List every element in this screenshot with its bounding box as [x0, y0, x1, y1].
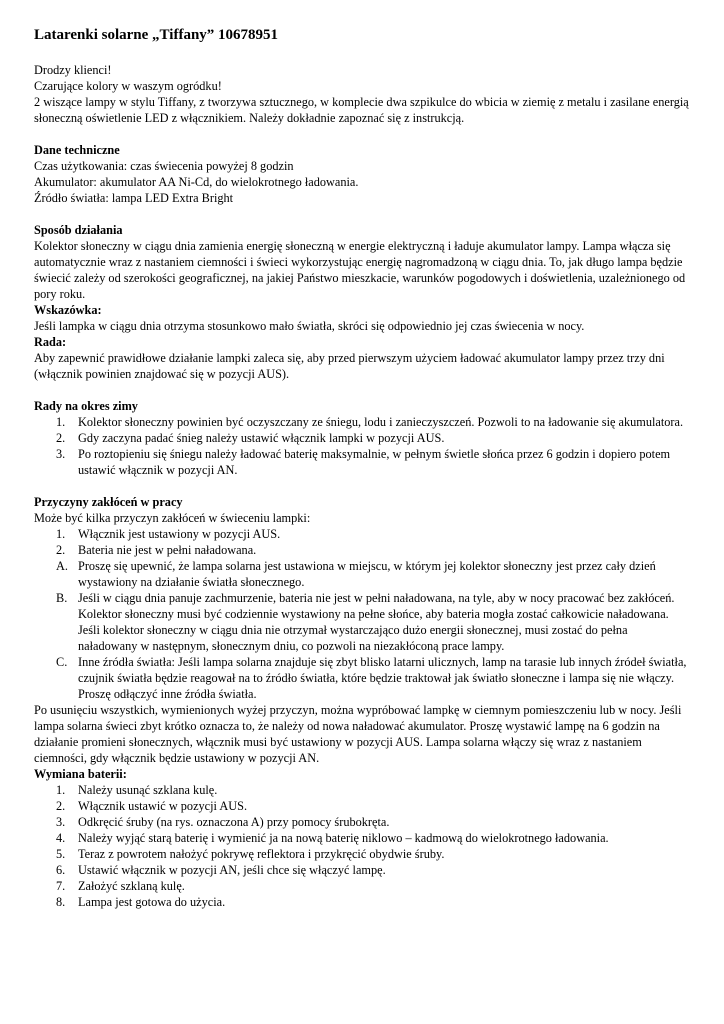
tech-usage-time: Czas użytkowania: czas świecenia powyżej 8 godzin: [34, 159, 294, 173]
operation-section: [34, 222, 690, 382]
winter-heading: Rady na okres zimy: [34, 399, 138, 413]
list-item: [34, 846, 690, 862]
list-marker: 1.: [56, 783, 66, 797]
list-item-text: Należy wyjąć starą baterię i wymienić ja na nową baterię niklowo – kadmową do wielokrotnego ładowania.: [78, 831, 609, 845]
list-item: [34, 830, 690, 846]
tech-battery: Akumulator: akumulator AA Ni-Cd, do wielokrotnego ładowania.: [34, 175, 359, 189]
faults-intro: Może być kilka przyczyn zakłóceń w świeceniu lampki:: [34, 511, 311, 525]
operation-heading: Sposób działania: [34, 223, 123, 237]
operation-text: Kolektor słoneczny w ciągu dnia zamienia energię słoneczną w energie elektryczną i ładuje akumulator lampy. Lampa włącza się automatycznie wraz z nastaniem ciemności i świeci wykorzystując energię nagromadzoną w ciągu dnia. To, jak długo lampa będzie świecić zależy od szerokości geograficznej, na jakiej Państwo mieszkacie, warunków pogodowych i doświetlenia, uzależnionego od pory roku.: [34, 239, 686, 301]
tech-light-source: Źródło światła: lampa LED Extra Bright: [34, 191, 234, 205]
list-item: [34, 430, 690, 446]
product-description: 2 wiszące lampy w stylu Tiffany, z tworzywa sztucznego, w komplecie dwa szpikulce do wbicia w ziemię z metalu i zasilane energią słoneczną oświetlenie LED z włącznikiem. Należy dokładnie zapoznać się z instrukcją.: [34, 95, 689, 125]
list-item: [34, 878, 690, 894]
list-marker: 5.: [56, 847, 66, 861]
tech-heading: Dane techniczne: [34, 143, 120, 157]
tech-section: [34, 142, 690, 206]
list-item-text: Teraz z powrotem nałożyć pokrywę reflektora i przykręcić obydwie śruby.: [78, 847, 445, 861]
list-item: [34, 526, 690, 542]
list-item-text: Odkręcić śruby (na rys. oznaczona A) przy pomocy śrubokręta.: [78, 815, 390, 829]
list-item-text: Kolektor słoneczny powinien być oczyszczany ze śniegu, lodu i zanieczyszczeń. Pozwoli to na ładowanie się akumulatora.: [78, 415, 684, 429]
list-marker: B.: [56, 591, 68, 605]
list-marker: 4.: [56, 831, 66, 845]
tagline: Czarujące kolory w waszym ogródku!: [34, 79, 222, 93]
intro-section: [34, 62, 690, 126]
greeting: Drodzy klienci!: [34, 63, 112, 77]
list-marker: A.: [56, 559, 68, 573]
list-item: [34, 590, 690, 654]
list-marker: 7.: [56, 879, 66, 893]
faults-list: [34, 526, 690, 702]
list-item: [34, 862, 690, 878]
list-marker: 2.: [56, 543, 66, 557]
list-item-text: Założyć szklaną kulę.: [78, 879, 185, 893]
list-item: [34, 542, 690, 558]
battery-section: [34, 766, 690, 910]
list-item-text: Gdy zaczyna padać śnieg należy ustawić włącznik lampki w pozycji AUS.: [78, 431, 445, 445]
winter-section: [34, 398, 690, 478]
list-marker: 8.: [56, 895, 66, 909]
list-item: [34, 414, 690, 430]
list-marker: C.: [56, 655, 68, 669]
list-item: [34, 894, 690, 910]
battery-list: [34, 782, 690, 910]
list-marker: 2.: [56, 799, 66, 813]
list-item-text: Lampa jest gotowa do użycia.: [78, 895, 226, 909]
tip-heading: Wskazówka:: [34, 303, 102, 317]
list-marker: 2.: [56, 431, 66, 445]
list-item-text: Jeśli w ciągu dnia panuje zachmurzenie, bateria nie jest w pełni naładowana, na tyle, aby w nocy pracować bez zakłóceń. Kolektor słoneczny musi być codziennie wystawiony na pełne słońce, aby bateria mogła zostać całkowicie naładowana. Jeśli kolektor słoneczny w ciągu dnia nie otrzymał wystarczająco dużo energii słonecznej, musi zostać do pełna naładowany w następnym, słonecznym dniu, co pozwoli na niezakłóconą prace lampy.: [78, 591, 675, 653]
list-item: [34, 798, 690, 814]
list-item: [34, 446, 690, 478]
battery-heading: Wymiana baterii:: [34, 767, 127, 781]
list-item-text: Inne źródła światła: Jeśli lampa solarna znajduje się zbyt blisko latarni ulicznych, lamp na tarasie lub innych źródeł światła, czujnik światła będzie reagował na to źródło światła, które będzie traktował jak światło słoneczne i lampa się nie włączy. Proszę odłączyć inne źródła światła.: [78, 655, 687, 701]
advice-heading: Rada:: [34, 335, 67, 349]
list-item: [34, 814, 690, 830]
list-item-text: Po roztopieniu się śniegu należy ładować baterię maksymalnie, w pełnym świetle słońca przez 6 godzin i dopiero potem ustawić włącznik w pozycji AN.: [78, 447, 671, 477]
list-item-text: Bateria nie jest w pełni naładowana.: [78, 543, 257, 557]
list-item-text: Ustawić włącznik w pozycji AN, jeśli chce się włączyć lampę.: [78, 863, 386, 877]
list-item-text: Włącznik jest ustawiony w pozycji AUS.: [78, 527, 281, 541]
document-title: Latarenki solarne „Tiffany” 10678951: [34, 27, 279, 43]
list-marker: 3.: [56, 815, 66, 829]
faults-heading: Przyczyny zakłóceń w pracy: [34, 495, 183, 509]
list-marker: 6.: [56, 863, 66, 877]
list-marker: 1.: [56, 415, 66, 429]
list-item: [34, 782, 690, 798]
tip-text: Jeśli lampka w ciągu dnia otrzyma stosunkowo mało światła, skróci się odpowiednio jej czas świecenia w nocy.: [34, 319, 585, 333]
list-item-text: Włącznik ustawić w pozycji AUS.: [78, 799, 248, 813]
faults-section: [34, 494, 690, 766]
winter-list: [34, 414, 690, 478]
list-item-text: Proszę się upewnić, że lampa solarna jest ustawiona w miejscu, w którym jej kolektor słoneczny jest przez cały dzień wystawiony na działanie światła słonecznego.: [78, 559, 656, 589]
list-marker: 1.: [56, 527, 66, 541]
list-item: [34, 654, 690, 702]
list-item: [34, 558, 690, 590]
faults-outro: Po usunięciu wszystkich, wymienionych wyżej przyczyn, można wypróbować lampkę w ciemnym pomieszczeniu lub w nocy. Jeśli lampa solarna świeci zbyt krótko oznacza to, że należy od nowa naładować akumulator. Proszę wystawić lampę na 6 godzin na działanie promieni słonecznych, włącznik musi być ustawiony w pozycji AUS. Lampa solarna włączy się wraz z nastaniem ciemności, gdy włącznik będzie ustawiony w pozycji AN.: [34, 703, 682, 765]
advice-text: Aby zapewnić prawidłowe działanie lampki zaleca się, aby przed pierwszym użyciem ładować akumulator lampy przez trzy dni (włącznik powinien znajdować się w pozycji AUS).: [34, 351, 665, 381]
list-item-text: Należy usunąć szklana kulę.: [78, 783, 218, 797]
list-marker: 3.: [56, 447, 66, 461]
